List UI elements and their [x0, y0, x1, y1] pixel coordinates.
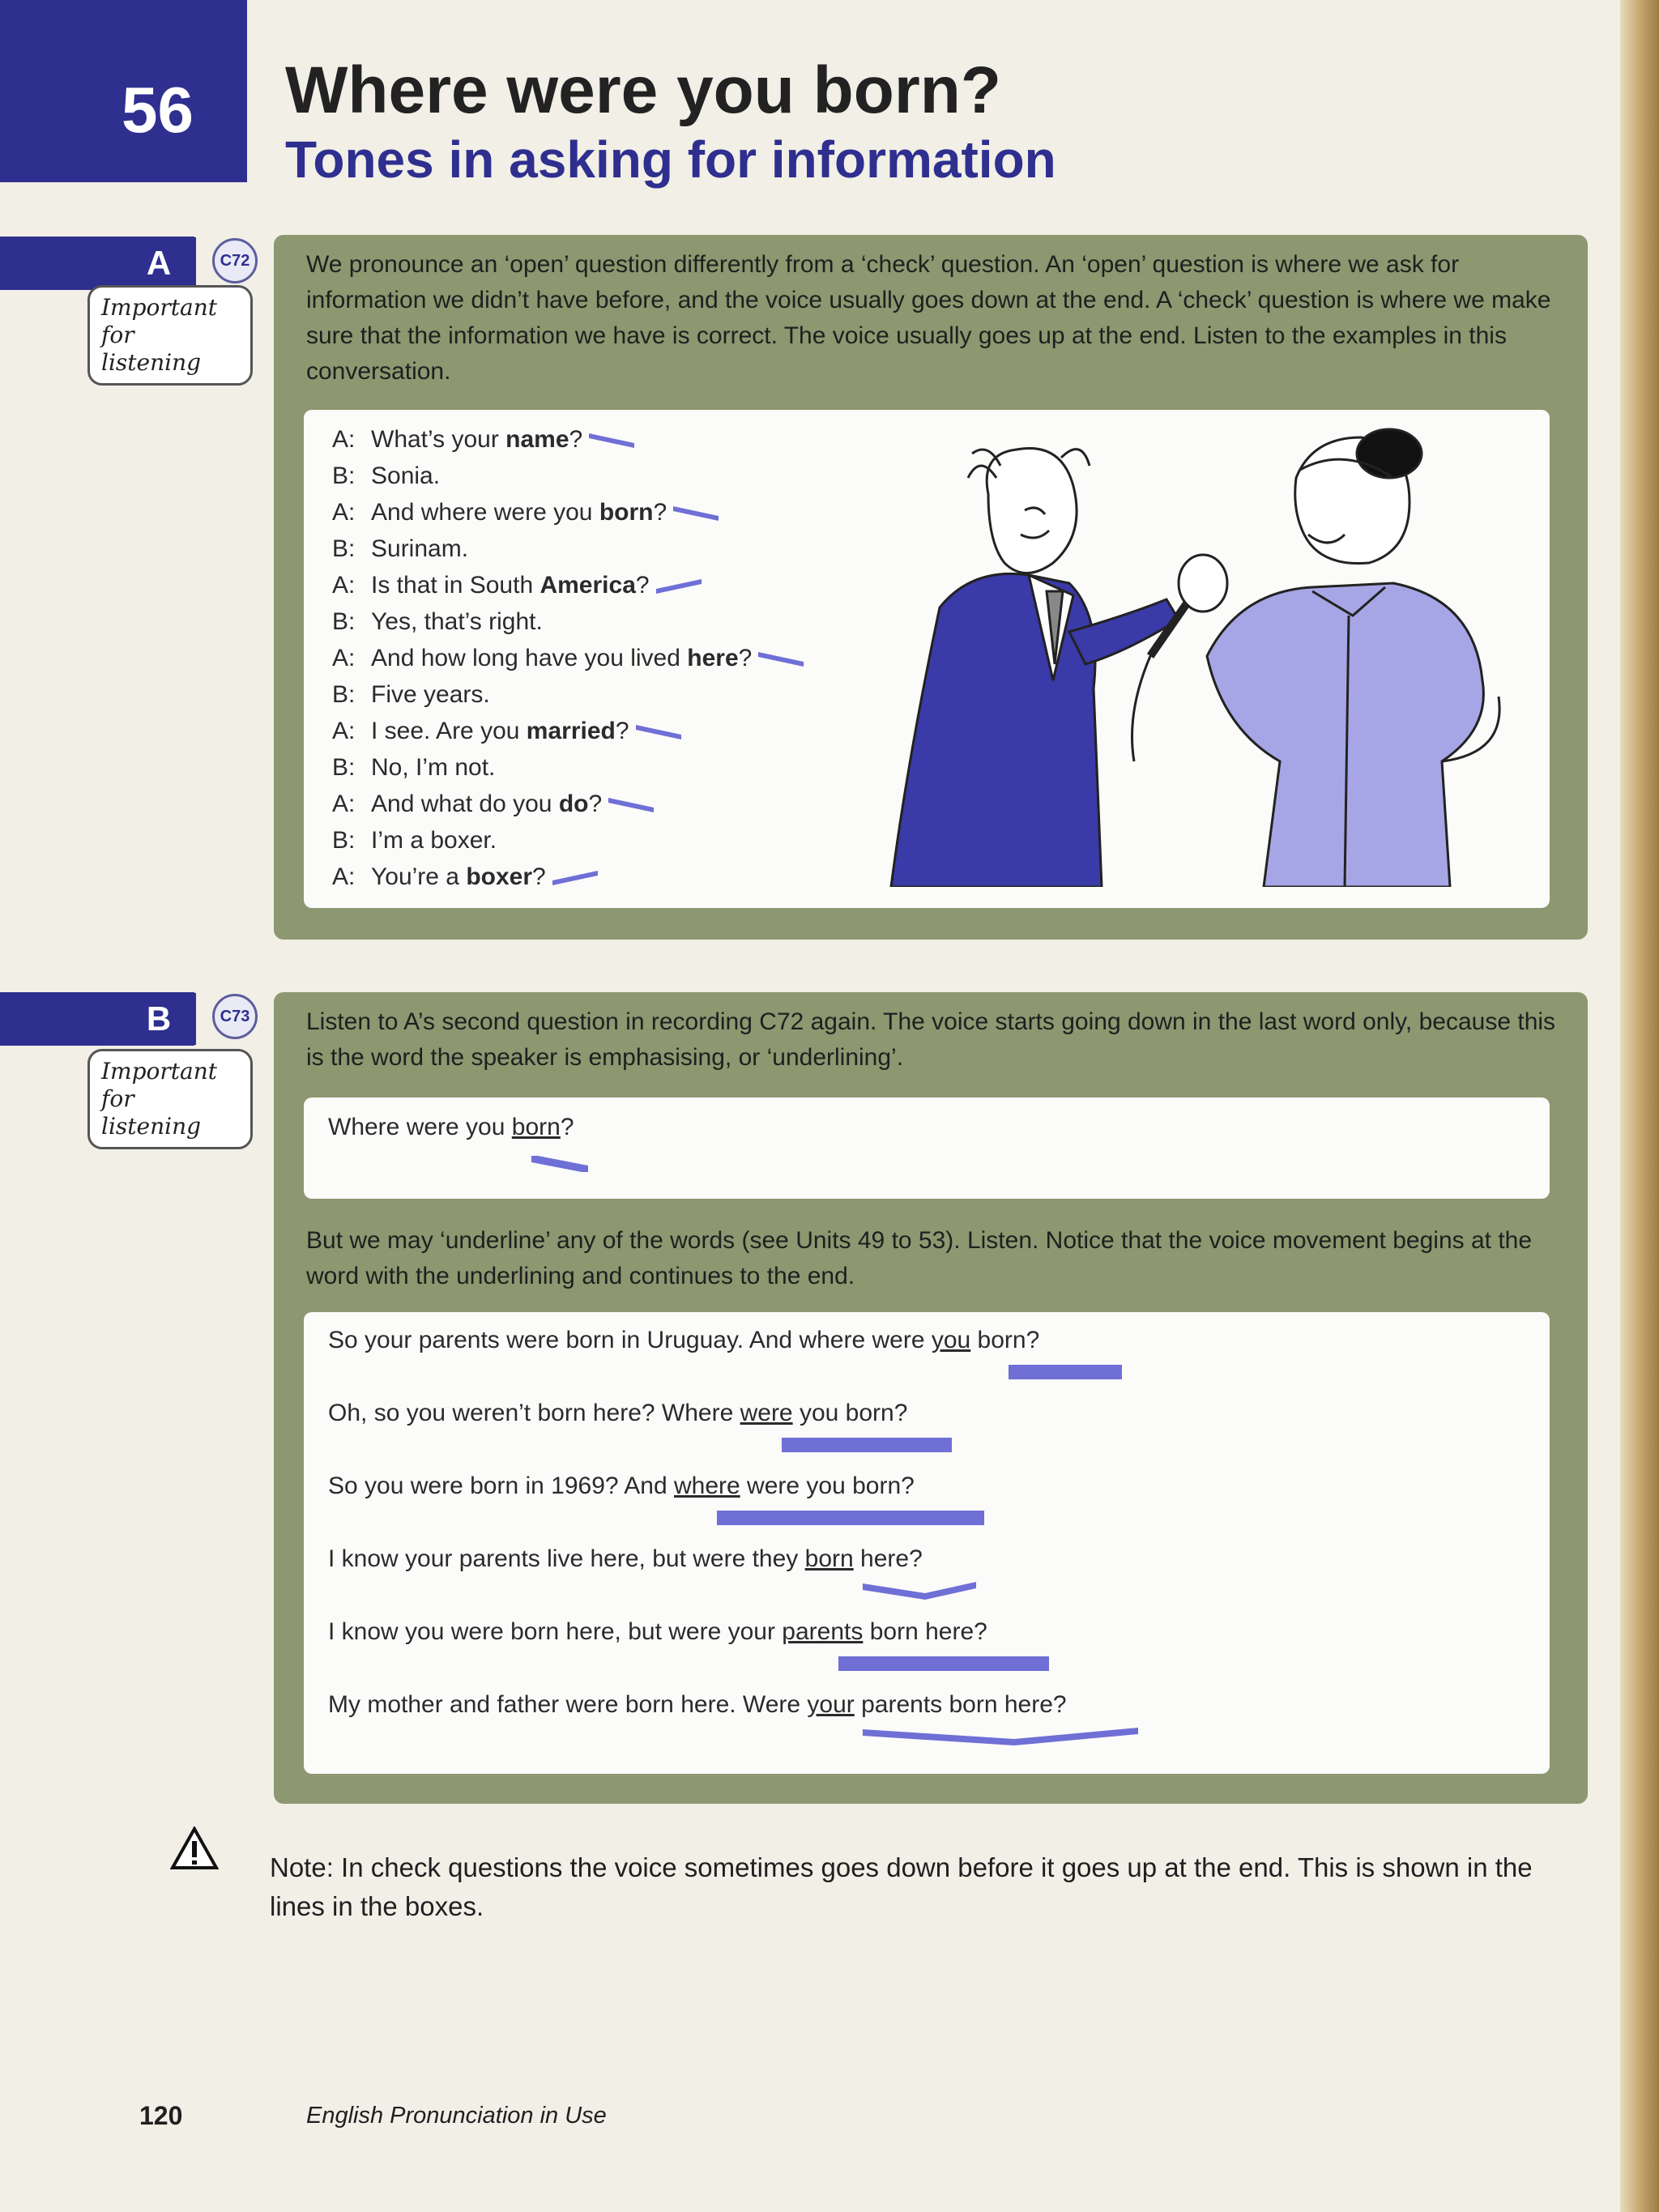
- boxer-figure: [1207, 429, 1499, 887]
- example-pre: Where were you: [328, 1114, 512, 1140]
- tone-line: [1009, 1362, 1122, 1383]
- example-item: [328, 1470, 1067, 1543]
- example-item: [328, 1616, 1067, 1689]
- unit-title: Where were you born?: [285, 53, 1001, 127]
- dialogue-line: [332, 458, 804, 494]
- stressed-word: boxer: [466, 863, 533, 890]
- sentence-part: My mother and father were born here. Were: [328, 1691, 808, 1718]
- underlined-word: parents: [782, 1618, 864, 1645]
- line-punct: ?: [615, 718, 629, 744]
- speaker-label: B:: [332, 535, 356, 562]
- line-punct: ?: [635, 572, 650, 599]
- underlined-word: born: [804, 1545, 854, 1572]
- underlined-word: where: [673, 1473, 740, 1499]
- tone-line-down: [531, 1154, 588, 1174]
- stressed-word: born: [599, 499, 654, 526]
- section-a-intro: We pronounce an ‘open’ question differently from a ‘check’ question. An ‘open’ question is where we ask for information we didn’t have before, and the voice usually goes down at the end. A ‘check’ question is where we make sure that the information we have is correct. The voice usually goes up at the end. Listen to the examples in this conversation.: [306, 251, 1551, 385]
- dialogue-line: [332, 676, 804, 713]
- examples-list: [328, 1324, 1067, 1762]
- line-text: What’s your: [371, 426, 506, 453]
- example-sentence: [328, 1470, 1067, 1502]
- line-text: Five years.: [371, 681, 490, 708]
- line-text: Yes, that’s right.: [371, 608, 543, 635]
- example-underlined: born: [511, 1114, 561, 1140]
- sentence-part: Oh, so you weren’t born here? Where: [328, 1400, 740, 1426]
- section-b-intro2: But we may ‘underline’ any of the words (see Units 49 to 53). Listen. Notice that the voice movement begins at the word with the underlining and continues to the end.: [306, 1227, 1533, 1289]
- sentence-part: here?: [853, 1545, 923, 1572]
- speaker-label: A:: [332, 426, 356, 453]
- stressed-word: here: [687, 645, 739, 671]
- stressed-word: married: [526, 718, 616, 744]
- section-b-callout: Important for listening: [87, 1049, 253, 1149]
- example-post: ?: [560, 1114, 574, 1140]
- interview-illustration: [859, 421, 1547, 887]
- section-a-label: A: [122, 237, 196, 289]
- underlined-word: your: [807, 1691, 855, 1718]
- sentence-part: born?: [970, 1327, 1040, 1353]
- example-sentence: [328, 1397, 1067, 1430]
- line-text: Sonia.: [371, 462, 441, 489]
- page-edge: [1620, 0, 1659, 2212]
- line-punct: ?: [653, 499, 667, 526]
- tone-down-icon: [758, 650, 804, 668]
- line-text: I see. Are you: [371, 718, 527, 744]
- tone-down-icon: [673, 505, 719, 522]
- speaker-label: A:: [332, 499, 356, 526]
- sentence-part: I know you were born here, but were your: [328, 1618, 783, 1645]
- tone-down-icon: [589, 432, 634, 450]
- underlined-word: were: [740, 1400, 793, 1426]
- tone-down-icon: [636, 723, 681, 741]
- line-text: And what do you: [371, 791, 559, 817]
- line-text: And where were you: [371, 499, 599, 526]
- stressed-word: do: [558, 791, 589, 817]
- line-punct: ?: [532, 863, 546, 890]
- interviewer-figure: [891, 448, 1179, 887]
- tone-up-icon: [656, 578, 702, 595]
- unit-number: 56: [122, 74, 194, 146]
- speaker-label: B:: [332, 681, 356, 708]
- speaker-label: B:: [332, 754, 356, 781]
- section-b-intro: Listen to A’s second question in recording C72 again. The voice starts going down in the last word only, because this is the word the speaker is emphasising, or ‘underlining’.: [306, 1008, 1556, 1071]
- speaker-label: A:: [332, 791, 356, 817]
- dialogue-line: [332, 567, 804, 603]
- sentence-part: I know your parents live here, but were they: [328, 1545, 805, 1572]
- dialogue-line: [332, 786, 804, 822]
- dialogue-line: [332, 421, 804, 458]
- dialogue-line: [332, 494, 804, 531]
- dialogue: [332, 421, 804, 895]
- speaker-label: A:: [332, 572, 356, 599]
- speaker-label: A:: [332, 718, 356, 744]
- tone-up-icon: [552, 869, 598, 887]
- tone-line: [863, 1580, 976, 1601]
- sentence-part: So your parents were born in Uruguay. And where were: [328, 1327, 932, 1353]
- book-title: English Pronunciation in Use: [306, 2103, 607, 2129]
- line-punct: ?: [738, 645, 753, 671]
- sentence-part: So you were born in 1969? And: [328, 1473, 674, 1499]
- line-text: And how long have you lived: [371, 645, 688, 671]
- line-punct: ?: [588, 791, 603, 817]
- example-item: [328, 1689, 1067, 1762]
- dialogue-line: [332, 531, 804, 567]
- dialogue-line: [332, 603, 804, 640]
- sentence-part: parents born here?: [854, 1691, 1067, 1718]
- note-text: Note: In check questions the voice sometimes goes down before it goes up at the end. This is shown in the lines in the boxes.: [270, 1852, 1533, 1921]
- sentence-part: born here?: [863, 1618, 987, 1645]
- speaker-label: B:: [332, 827, 356, 854]
- example-sentence: [328, 1324, 1067, 1357]
- page-number: 120: [139, 2101, 183, 2130]
- unit-subtitle: Tones in asking for information: [285, 130, 1056, 189]
- sentence-part: you born?: [792, 1400, 908, 1426]
- tone-line: [782, 1434, 952, 1455]
- tone-line: [863, 1726, 1138, 1747]
- speaker-label: A:: [332, 863, 356, 890]
- dialogue-line: [332, 749, 804, 786]
- tone-line: [838, 1653, 1049, 1674]
- single-example: [328, 1111, 574, 1144]
- example-item: [328, 1324, 1067, 1397]
- speaker-label: A:: [332, 645, 356, 671]
- line-text: No, I’m not.: [371, 754, 496, 781]
- section-a-callout: Important for listening: [87, 285, 253, 386]
- line-text: I’m a boxer.: [371, 827, 497, 854]
- example-sentence: [328, 1543, 1067, 1575]
- audio-track-c73-icon[interactable]: C73: [212, 994, 258, 1039]
- section-b-label: B: [122, 993, 196, 1045]
- stressed-word: name: [505, 426, 569, 453]
- warning-icon: [170, 1826, 219, 1870]
- sentence-part: were you born?: [740, 1473, 915, 1499]
- speaker-label: B:: [332, 608, 356, 635]
- audio-track-c72-icon[interactable]: C72: [212, 238, 258, 283]
- example-sentence: [328, 1689, 1067, 1721]
- dialogue-line: [332, 640, 804, 676]
- example-item: [328, 1543, 1067, 1616]
- dialogue-line: [332, 859, 804, 895]
- dialogue-line: [332, 713, 804, 749]
- example-item: [328, 1397, 1067, 1470]
- stressed-word: America: [539, 572, 636, 599]
- tone-down-icon: [608, 796, 654, 814]
- line-text: You’re a: [371, 863, 467, 890]
- line-text: Is that in South: [371, 572, 540, 599]
- example-sentence: [328, 1616, 1067, 1648]
- speaker-label: B:: [332, 462, 356, 489]
- tone-line: [717, 1507, 984, 1528]
- underlined-word: you: [931, 1327, 971, 1353]
- line-punct: ?: [569, 426, 583, 453]
- line-text: Surinam.: [371, 535, 469, 562]
- dialogue-line: [332, 822, 804, 859]
